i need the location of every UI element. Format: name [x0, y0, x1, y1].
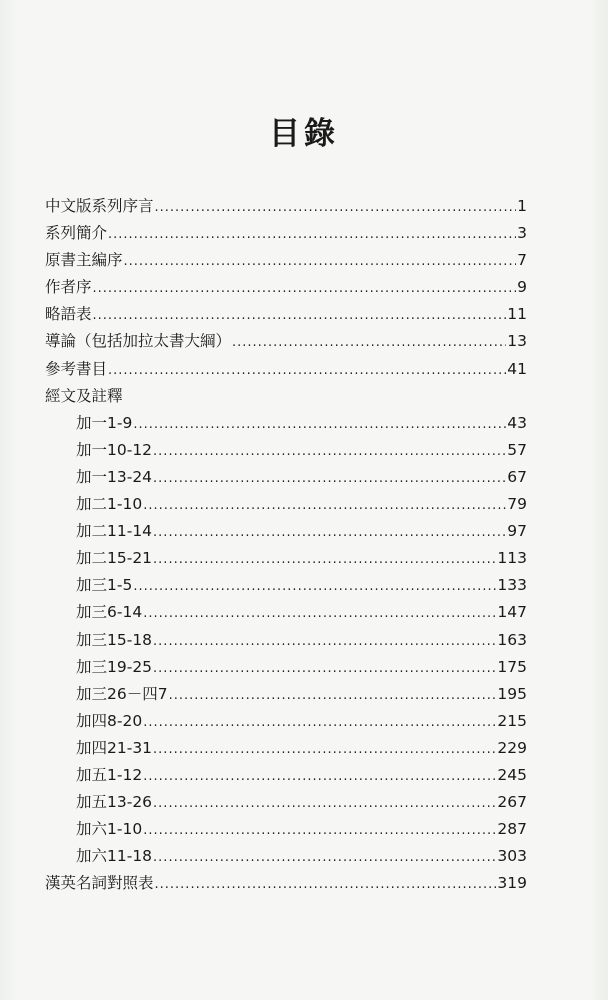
toc-entry — [45, 518, 527, 545]
toc-page-number: 97 — [507, 522, 527, 541]
toc-page-number: 67 — [507, 467, 527, 486]
toc-entry-label: 加一13-24 — [76, 467, 153, 486]
toc-entry-label: 導論（包括加拉太書大綱） — [45, 332, 232, 351]
toc-entry-label: 加四8-20 — [76, 711, 143, 730]
toc-entry — [45, 193, 527, 220]
toc-entry-label: 系列簡介 — [45, 224, 108, 243]
toc-leader-dots — [143, 600, 496, 627]
toc-leader-dots — [153, 655, 496, 682]
toc-entry-label: 加三19-25 — [76, 657, 153, 676]
toc-entry-label: 原書主編序 — [45, 251, 123, 270]
toc-leader-dots — [143, 817, 496, 844]
toc-page-number: 163 — [497, 630, 527, 649]
toc-entry — [45, 301, 527, 328]
toc-leader-dots — [143, 492, 506, 519]
table-of-contents — [45, 193, 527, 897]
toc-entry-label: 經文及註釋 — [45, 386, 123, 405]
toc-page-number: 195 — [497, 684, 527, 703]
toc-leader-dots — [153, 519, 506, 546]
toc-entry-label: 加三15-18 — [76, 630, 153, 649]
toc-entry-label: 加一1-9 — [76, 413, 133, 432]
page-title: 目錄 — [269, 116, 339, 152]
toc-page-number: 133 — [497, 576, 527, 595]
toc-entry-label: 作者序 — [45, 278, 92, 297]
toc-page-number: 175 — [497, 657, 527, 676]
toc-entry-label: 加二15-21 — [76, 549, 153, 568]
toc-entry — [45, 599, 527, 626]
toc-entry — [45, 708, 527, 735]
toc-leader-dots — [155, 194, 517, 221]
toc-leader-dots — [169, 682, 497, 709]
toc-entry-label: 加六1-10 — [76, 820, 143, 839]
toc-page-number: 245 — [497, 765, 527, 784]
toc-leader-dots — [143, 709, 496, 736]
toc-leader-dots — [232, 329, 506, 356]
toc-leader-dots — [108, 357, 506, 384]
toc-entry — [45, 328, 527, 355]
toc-entry-label: 加二1-10 — [76, 495, 143, 514]
toc-leader-dots — [133, 411, 506, 438]
toc-leader-dots — [153, 628, 496, 655]
toc-entry — [45, 356, 527, 383]
toc-entry — [45, 491, 527, 518]
toc-entry — [45, 789, 527, 816]
toc-page-number: 41 — [507, 359, 527, 378]
toc-entry — [45, 816, 527, 843]
toc-page-number: 13 — [507, 332, 527, 351]
toc-page-number: 229 — [497, 738, 527, 757]
toc-leader-dots — [143, 763, 496, 790]
toc-leader-dots — [153, 844, 496, 871]
toc-page-number: 7 — [517, 251, 527, 270]
toc-leader-dots — [153, 438, 506, 465]
toc-entry — [45, 870, 527, 897]
toc-entry — [45, 545, 527, 572]
toc-leader-dots — [153, 546, 496, 573]
toc-leader-dots — [155, 871, 497, 898]
toc-entry-label: 加一10-12 — [76, 440, 153, 459]
toc-entry-label: 加三26－四7 — [76, 684, 168, 703]
toc-entry-label: 略語表 — [45, 305, 92, 324]
toc-entry-label: 加三6-14 — [76, 603, 143, 622]
toc-entry-label: 加三1-5 — [76, 576, 133, 595]
toc-entry-label: 漢英名詞對照表 — [45, 874, 154, 893]
toc-leader-dots — [153, 790, 496, 817]
toc-entry-label: 中文版系列序言 — [45, 197, 154, 215]
toc-entry — [45, 274, 527, 301]
toc-entry — [45, 843, 527, 870]
toc-page-number: 215 — [497, 711, 527, 730]
toc-entry — [45, 735, 527, 762]
toc-entry-label: 加四21-31 — [76, 738, 153, 757]
toc-leader-dots — [93, 302, 507, 329]
toc-page-number: 303 — [497, 847, 527, 866]
toc-entry-label: 加五13-26 — [76, 793, 153, 812]
toc-entry — [45, 410, 527, 437]
toc-entry-label: 加五1-12 — [76, 765, 143, 784]
toc-page-number: 1 — [517, 197, 527, 215]
toc-entry — [45, 220, 527, 247]
toc-entry — [45, 681, 527, 708]
toc-leader-dots — [153, 736, 496, 763]
toc-entry — [45, 437, 527, 464]
toc-entry-label: 參考書目 — [45, 359, 108, 378]
toc-entry — [45, 654, 527, 681]
toc-leader-dots — [108, 221, 516, 248]
toc-leader-dots — [124, 248, 517, 275]
toc-entry — [45, 572, 527, 599]
toc-page-number: 57 — [507, 440, 527, 459]
toc-section-heading — [45, 383, 527, 410]
toc-page-number: 287 — [497, 820, 527, 839]
toc-entry — [45, 247, 527, 274]
toc-page-number: 319 — [497, 874, 527, 893]
toc-page-number: 267 — [497, 793, 527, 812]
toc-page-number: 43 — [507, 413, 527, 432]
toc-leader-dots — [93, 275, 517, 302]
toc-entry-label: 加六11-18 — [76, 847, 153, 866]
toc-page-number: 113 — [497, 549, 527, 568]
toc-page-number: 79 — [507, 495, 527, 514]
toc-page-number: 11 — [507, 305, 527, 324]
toc-page-number: 3 — [517, 224, 527, 243]
toc-entry — [45, 627, 527, 654]
toc-page-number: 147 — [497, 603, 527, 622]
toc-leader-dots — [153, 465, 506, 492]
toc-leader-dots — [133, 573, 496, 600]
toc-entry — [45, 762, 527, 789]
toc-page-number: 9 — [517, 278, 527, 297]
toc-entry-label: 加二11-14 — [76, 522, 153, 541]
toc-entry — [45, 464, 527, 491]
